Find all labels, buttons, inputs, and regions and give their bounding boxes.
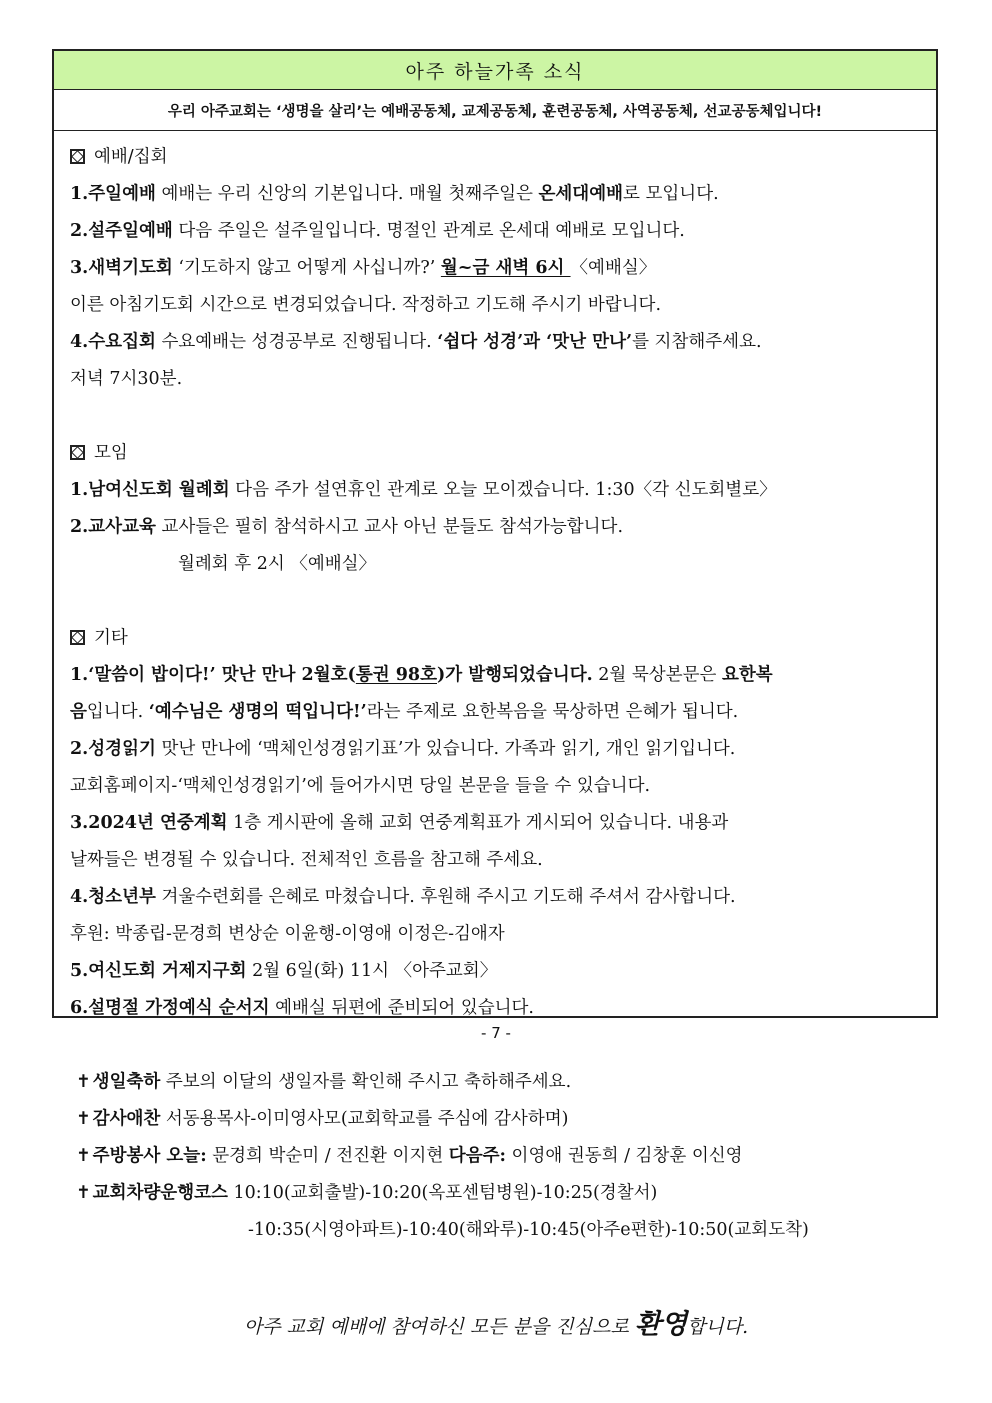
- welcome-message: 아주 교회 예배에 참여하신 모든 분을 진심으로 환영합니다.: [243, 1309, 749, 1340]
- etc-item-3: 3.2024년 연중계획 1층 게시판에 올해 교회 연중계획표가 게시되어 있습니다. 내용과: [70, 813, 729, 833]
- worship-item-1: 1.주일예배 예배는 우리 신앙의 기본입니다. 매월 첫째주일은 온세대예배로 모입니다.: [70, 184, 719, 204]
- etc-item-6: 6.설명절 가정예식 순서지 예배실 뒤편에 준비되어 있습니다.: [70, 998, 534, 1018]
- section-worship-heading: 예배/집회: [70, 139, 926, 176]
- etc-item-3-detail: 날짜들은 변경될 수 있습니다. 전체적인 흐름을 참고해 주세요.: [70, 850, 543, 870]
- cross-icon: ✝: [76, 1072, 91, 1092]
- church-motto: 우리 아주교회는 ‘생명을 살리’는 예배공동체, 교제공동체, 훈련공동체, 사역공동체, 선교공동체입니다!: [54, 90, 936, 131]
- meeting-item-2: 2.교사교육 교사들은 필히 참석하시고 교사 아닌 분들도 참석가능합니다.: [70, 517, 624, 537]
- etc-item-2: 2.성경읽기 맛난 만나에 ‘맥체인성경읽기표’가 있습니다. 가족과 읽기, 개인 읽기입니다.: [70, 739, 736, 759]
- etc-item-4-detail: 후원: 박종립-문경희 변상순 이윤행-이영애 이정은-김애자: [70, 924, 505, 944]
- meeting-item-1: 1.남여신도회 월례회 다음 주가 설연휴인 관계로 오늘 모이겠습니다. 1:30〈각 신도회별로〉: [70, 480, 777, 500]
- worship-item-4-detail: 저녁 7시30분.: [70, 369, 183, 389]
- page-number: - 7 -: [481, 1024, 511, 1042]
- note-birthday: ✝ 생일축하 주보의 이달의 생일자를 확인해 주시고 축하해주세요.: [76, 1072, 572, 1092]
- cross-icon: ✝: [76, 1109, 91, 1129]
- cross-icon: ✝: [76, 1183, 91, 1203]
- note-kitchen: ✝ 주방봉사 오늘: 문경희 박순미 / 전진환 이지현 다음주: 이영애 권동희 / 김창훈 이신영: [76, 1146, 743, 1166]
- page-title: 아주 하늘가족 소식: [54, 51, 936, 90]
- etc-item-1-cont: 음입니다. ‘예수님은 생명의 떡입니다!’라는 주제로 요한복음을 묵상하면 은혜가 됩니다.: [70, 702, 739, 722]
- note-vehicle-cont: -10:35(시영아파트)-10:40(해와루)-10:45(아주e편한)-10:50(교회도착): [248, 1220, 809, 1240]
- diamond-box-icon: [70, 149, 85, 164]
- etc-item-5: 5.여신도회 거제지구회 2월 6일(화) 11시 〈아주교회〉: [70, 961, 498, 981]
- note-vehicle: ✝ 교회차량운행코스 10:10(교회출발)-10:20(옥포센텀병원)-10:25(경찰서): [76, 1183, 658, 1203]
- note-thanks: ✝ 감사애찬 서동용목사-이미영사모(교회학교를 주심에 감사하며): [76, 1109, 569, 1129]
- etc-item-2-detail: 교회홈페이지-‘맥체인성경읽기’에 들어가시면 당일 본문을 들을 수 있습니다.: [70, 776, 651, 796]
- worship-item-3-detail: 이른 아침기도회 시간으로 변경되었습니다. 작정하고 기도해 주시기 바랍니다.: [70, 295, 662, 315]
- diamond-box-icon: [70, 445, 85, 460]
- worship-item-4: 4.수요집회 수요예배는 성경공부로 진행됩니다. ‘쉽다 성경’과 ‘맛난 만나’를 지참해주세요.: [70, 332, 762, 352]
- diamond-box-icon: [70, 630, 85, 645]
- section-etc-heading: 기타: [70, 620, 926, 657]
- meeting-item-2-detail: 월례회 후 2시 〈예배실〉: [178, 554, 377, 574]
- news-body: [70, 135, 926, 1249]
- section-meeting-heading: 모임: [70, 435, 926, 472]
- etc-item-4: 4.청소년부 겨울수련회를 은혜로 마쳤습니다. 후원해 주시고 기도해 주셔서 감사합니다.: [70, 887, 736, 907]
- cross-icon: ✝: [76, 1146, 91, 1166]
- etc-item-1: 1.‘말씀이 밥이다!’ 맛난 만나 2월호(통권 98호)가 발행되었습니다. 2월 묵상본문은 요한복: [70, 665, 773, 685]
- worship-item-3: 3.새벽기도회 ‘기도하지 않고 어떻게 사십니까?’ 월~금 새벽 6시 〈예배실〉: [70, 258, 657, 278]
- worship-item-2: 2.설주일예배 다음 주일은 설주일입니다. 명절인 관계로 온세대 예배로 모입니다.: [70, 221, 685, 241]
- news-frame: [52, 49, 938, 1240]
